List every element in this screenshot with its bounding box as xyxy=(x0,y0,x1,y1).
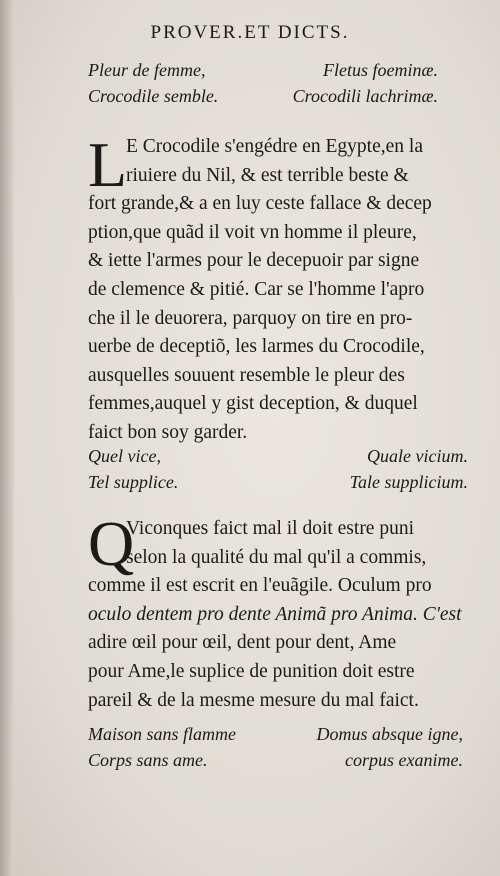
proverb-latin: Domus absque igne, xyxy=(316,724,463,744)
proverb-latin: Tale supplicium. xyxy=(349,472,468,492)
text-line: uerbe de deceptiõ, les larmes du Crocodile, xyxy=(88,336,425,358)
proverb-row xyxy=(88,724,463,750)
commentary-paragraph-2 xyxy=(88,515,473,715)
proverb-french: Maison sans flamme xyxy=(88,724,236,744)
proverb-french: Corps sans ame. xyxy=(88,750,208,770)
page-header: PROVER.ET DICTS. xyxy=(150,22,350,43)
text-line: selon la qualité du mal qu'il a commis, xyxy=(126,546,427,568)
text-line: pareil & de la mesme mesure du mal faict. xyxy=(88,689,419,711)
text-line: adire œil pour œil, dent pour dent, Ame xyxy=(88,632,397,654)
proverb-latin: Quale vicium. xyxy=(367,446,468,466)
text-line: riuiere du Nil, & est terrible beste & xyxy=(126,164,409,186)
proverb-pair-2 xyxy=(88,446,468,498)
text-line: de clemence & pitié. Car se l'homme l'apro xyxy=(88,278,425,300)
drop-cap-initial: L xyxy=(88,129,128,200)
text-line: che il le deuorera, parquoy on tire en pro- xyxy=(88,307,413,329)
proverb-row xyxy=(88,750,463,776)
text-line: oculo dentem pro dente Animã pro Anima. C'est xyxy=(88,603,462,625)
text-line: femmes,auquel y gist deception, & duquel xyxy=(88,393,418,415)
proverb-french: Crocodile semble. xyxy=(88,86,219,106)
commentary-paragraph-1 xyxy=(88,129,473,448)
drop-cap-initial: Q xyxy=(88,508,135,579)
proverb-row xyxy=(88,86,438,112)
proverb-row xyxy=(88,472,468,498)
proverb-latin: Crocodili lachrimæ. xyxy=(292,86,438,106)
text-line: faict bon soy garder. xyxy=(88,421,248,443)
text-line: ausquelles souuent resemble le pleur des xyxy=(88,364,405,386)
text-line: fort grande,& a en luy ceste fallace & decep xyxy=(88,193,432,215)
proverb-row xyxy=(88,446,468,472)
text-line: pour Ame,le suplice de punition doit estre xyxy=(88,660,415,682)
proverb-pair-1 xyxy=(88,60,438,112)
proverb-pair-3 xyxy=(88,724,463,776)
proverb-french: Pleur de femme, xyxy=(88,60,206,80)
text-line: E Crocodile s'engédre en Egypte,en la xyxy=(126,136,423,157)
text-line: ption,que quãd il voit vn homme il pleure, xyxy=(88,221,417,243)
page-gutter xyxy=(0,0,14,876)
text-line: Viconques faict mal il doit estre puni xyxy=(126,518,415,539)
proverb-french: Tel supplice. xyxy=(88,472,179,492)
proverb-latin: corpus exanime. xyxy=(345,750,463,770)
text-line: & iette l'armes pour le decepuoir par signe xyxy=(88,250,420,272)
text-line: comme il est escrit en l'euãgile. Oculum pro xyxy=(88,575,432,597)
proverb-latin: Fletus foeminæ. xyxy=(323,60,438,80)
proverb-french: Quel vice, xyxy=(88,446,161,466)
proverb-row xyxy=(88,60,438,86)
